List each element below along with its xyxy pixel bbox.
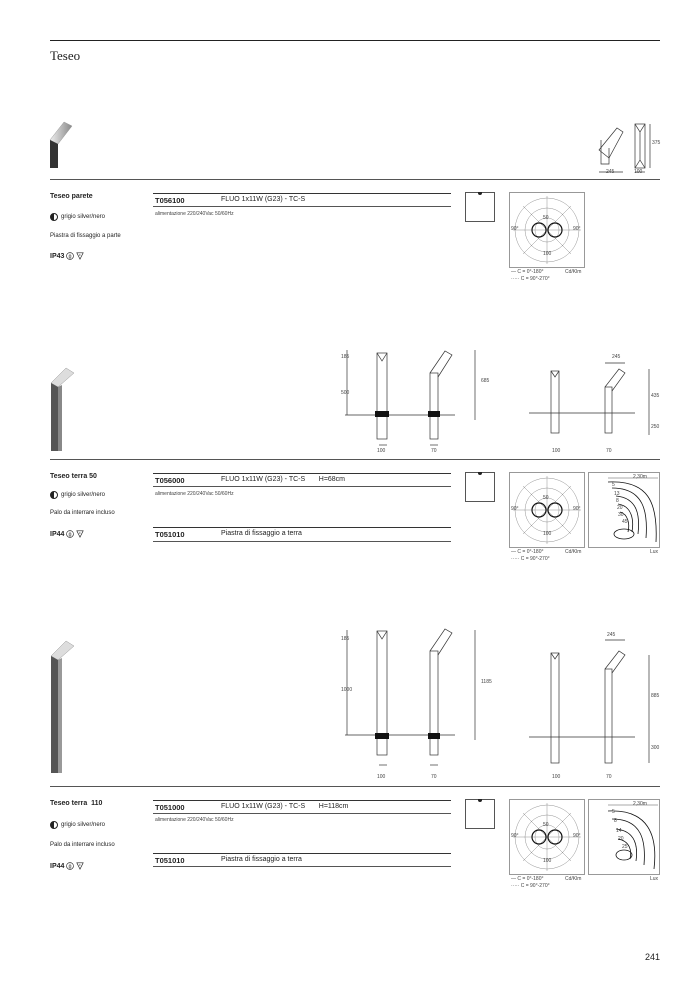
polar-angle-left: 90° [511, 226, 519, 232]
svg-text:F: F [79, 863, 82, 867]
polar-unit: Cd/Klm [565, 269, 582, 275]
isolux-level: 20 [617, 505, 623, 511]
technical-drawing-terra50-left [335, 345, 495, 465]
flammable-surface-icon [76, 530, 84, 538]
dim-arm-width: 245 [612, 354, 621, 360]
page-title: Teseo [50, 48, 81, 63]
dim-r-front: 100 [552, 774, 561, 780]
dim-total: 685 [481, 378, 490, 384]
technical-drawing-parete [595, 120, 665, 185]
polar-diagram-parete [509, 192, 585, 273]
isolux-level: 5 [612, 482, 615, 488]
dim-below-ground: 250 [651, 424, 660, 430]
dim-head: 185 [341, 636, 350, 642]
polar-r-inner: 50 [543, 495, 549, 501]
polar-angle-right: 90° [573, 506, 581, 512]
svg-text:F: F [79, 253, 82, 257]
polar-angle-left: 90° [511, 506, 519, 512]
polar-unit: Cd/Klm [565, 876, 582, 882]
half-circle-icon [50, 213, 58, 221]
dim-base-side: 70 [431, 448, 437, 454]
dim-head: 185 [341, 354, 350, 360]
mounting-note: Piastra di fissaggio a parte [50, 233, 121, 239]
finish-line [50, 213, 105, 221]
finish-label: grigio silver/nero [61, 214, 106, 220]
polar-legend-c0: — C = 0°-180° [511, 549, 544, 555]
ip-rating [50, 252, 84, 260]
polar-legend-c90: ····· C = 90°-270° [511, 883, 550, 889]
ip-label: IP43 [50, 252, 65, 260]
class-ii-icon [66, 862, 74, 870]
dim-depth: 100 [634, 169, 643, 175]
half-circle-icon [50, 491, 58, 499]
finish-line [50, 491, 105, 499]
dim-total: 1185 [481, 679, 492, 685]
power-supply: alimentazione 220/240Vac 50/60Hz [155, 491, 234, 497]
polar-angle-right: 90° [573, 833, 581, 839]
accessory-code: T051010 [155, 530, 185, 539]
half-circle-icon [50, 821, 58, 829]
product-photo-parete [46, 118, 76, 178]
flammable-surface-icon [76, 862, 84, 870]
product-name: Teseo terra 110 [50, 800, 103, 807]
polar-r-outer: 100 [543, 858, 552, 864]
isolux-distance: 2,30m [633, 801, 647, 807]
product-spec: FLUO 1x11W (G23) - TC-S H=118cm [221, 803, 349, 810]
product-spec: FLUO 1x11W (G23) - TC-S H=68cm [221, 476, 346, 483]
polar-legend-c90: ····· C = 90°-270° [511, 556, 550, 562]
dim-shaft: 1000 [341, 687, 353, 693]
ip-rating [50, 530, 84, 538]
technical-drawing-terra110-right [525, 635, 665, 775]
dim-r-side: 70 [606, 448, 612, 454]
product-photo-terra110 [48, 638, 78, 781]
power-supply: alimentazione 220/240Vac 50/60Hz [155, 817, 234, 823]
isolux-level: 8 [616, 498, 619, 504]
dim-r-front: 100 [552, 448, 561, 454]
product-code: T056000 [155, 476, 185, 485]
isolux-level: 45 [622, 519, 628, 525]
class-ii-icon [66, 252, 74, 260]
luminaire-symbol [465, 799, 495, 829]
dim-base-front: 100 [377, 448, 386, 454]
mounting-note: Palo da interrare incluso [50, 842, 115, 848]
dim-base-front: 100 [377, 774, 386, 780]
polar-legend-c90: ····· C = 90°-270° [511, 276, 550, 282]
dim-below-ground: 300 [651, 745, 660, 751]
isolux-level: 8 [614, 818, 617, 824]
isolux-unit: Lux [650, 876, 659, 882]
polar-angle-right: 90° [573, 226, 581, 232]
polar-legend-c0: — C = 0°-180° [511, 269, 544, 275]
dim-width: 245 [606, 169, 615, 175]
isolux-distance: 2,30m [633, 474, 647, 480]
luminaire-symbol [465, 192, 495, 222]
product-name: Teseo terra 50 [50, 473, 97, 480]
accessory-spec: Piastra di fissaggio a terra [221, 856, 302, 863]
polar-diagram-terra110 [509, 799, 585, 880]
product-name: Teseo parete [50, 193, 93, 200]
isolux-diagram-terra50 [588, 472, 660, 553]
accessory-code: T051010 [155, 856, 185, 865]
isolux-unit: Lux [650, 549, 659, 555]
ip-rating [50, 862, 84, 870]
dim-r-side: 70 [606, 774, 612, 780]
isolux-level: 13 [614, 491, 620, 497]
isolux-level: 25 [622, 844, 628, 850]
flammable-surface-icon [76, 252, 84, 260]
polar-r-inner: 50 [543, 822, 549, 828]
ip-label: IP44 [50, 862, 65, 870]
dim-shaft: 500 [341, 390, 350, 396]
polar-r-outer: 100 [543, 531, 552, 537]
finish-line [50, 821, 105, 829]
product-photo-terra50 [48, 365, 78, 460]
dim-base-side: 70 [431, 774, 437, 780]
polar-r-outer: 100 [543, 251, 552, 257]
technical-drawing-terra110-left [335, 625, 495, 775]
polar-angle-left: 90° [511, 833, 519, 839]
ip-label: IP44 [50, 530, 65, 538]
accessory-spec: Piastra di fissaggio a terra [221, 530, 302, 537]
finish-label: grigio silver/nero [61, 492, 106, 498]
isolux-level: 5 [612, 809, 615, 815]
isolux-level: 14 [616, 828, 622, 834]
isolux-diagram-terra110 [588, 799, 660, 880]
isolux-level: 20 [618, 836, 624, 842]
dim-above-ground: 885 [651, 693, 660, 699]
polar-unit: Cd/Klm [565, 549, 582, 555]
product-code: T051000 [155, 803, 185, 812]
luminaire-symbol [465, 472, 495, 502]
polar-r-inner: 50 [543, 215, 549, 221]
technical-drawing-terra50-right [525, 355, 665, 460]
dim-height: 375 [652, 140, 661, 146]
dim-above-ground: 435 [651, 393, 660, 399]
polar-diagram-terra50 [509, 472, 585, 553]
class-ii-icon [66, 530, 74, 538]
product-code: T056100 [155, 196, 185, 205]
isolux-level: 30 [618, 512, 624, 518]
page-number: 241 [645, 952, 661, 962]
dim-arm-width: 245 [607, 632, 616, 638]
power-supply: alimentazione 220/240Vac 50/60Hz [155, 211, 234, 217]
product-spec: FLUO 1x11W (G23) - TC-S [221, 196, 306, 203]
svg-text:F: F [79, 531, 82, 535]
mounting-note: Palo da interrare incluso [50, 510, 115, 516]
finish-label: grigio silver/nero [61, 822, 106, 828]
polar-legend-c0: — C = 0°-180° [511, 876, 544, 882]
